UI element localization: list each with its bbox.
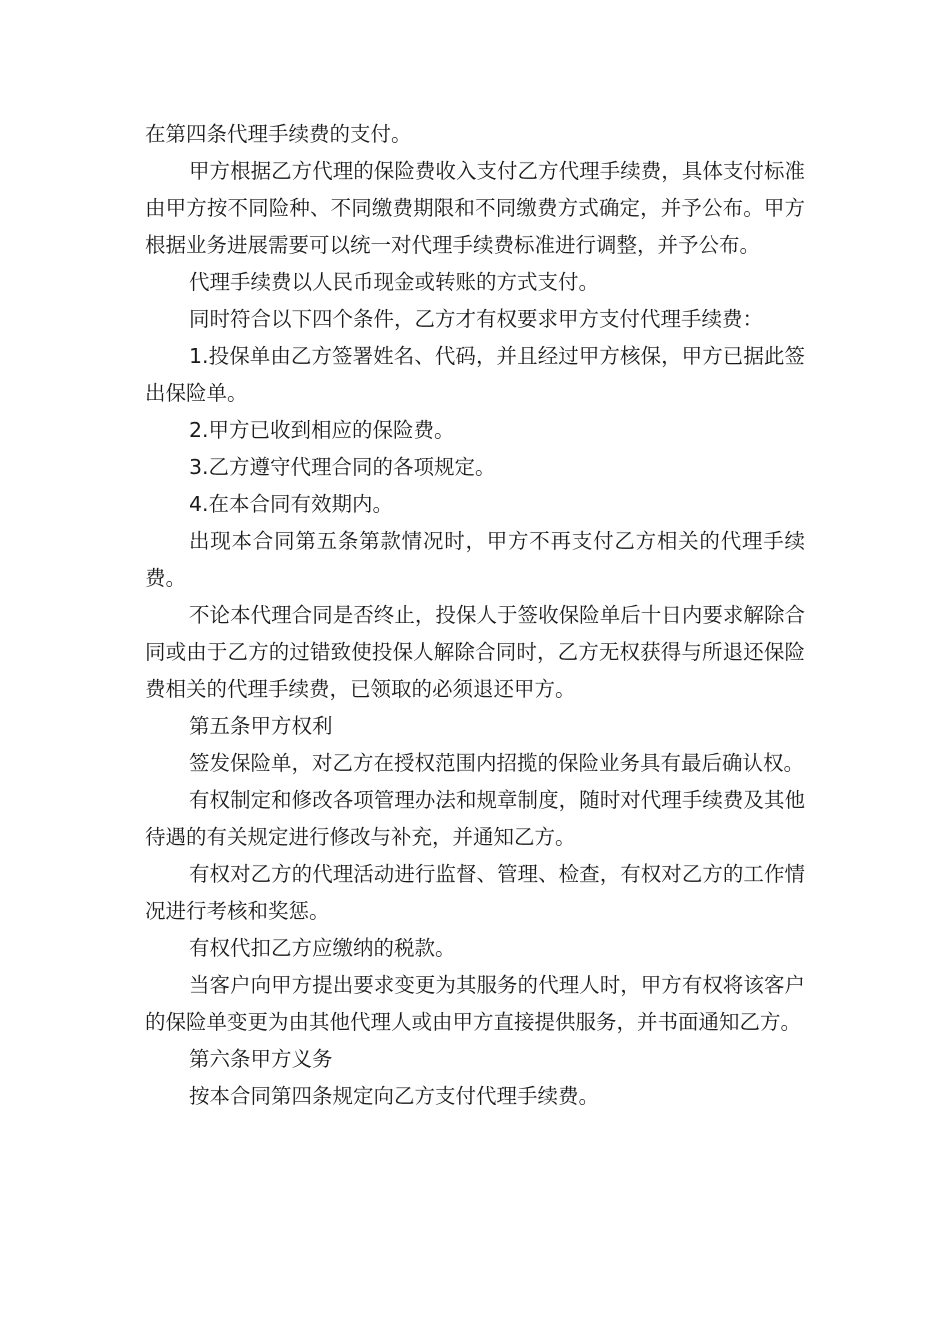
- paragraph-10: 不论本代理合同是否终止，投保人于签收保险单后十日内要求解除合同或由于乙方的过错致使投保人解除合同时，乙方无权获得与所退还保险费相关的代理手续费，已领取的必须退还甲方。: [145, 603, 805, 701]
- paragraph-3: 代理手续费以人民币现金或转账的方式支付。: [189, 270, 599, 294]
- paragraph-8: 4.在本合同有效期内。: [189, 492, 394, 516]
- paragraph-7: 3.乙方遵守代理合同的各项规定。: [189, 455, 496, 479]
- paragraph-9: 出现本合同第五条第款情况时，甲方不再支付乙方相关的代理手续费。: [145, 529, 805, 590]
- paragraph-18: 按本合同第四条规定向乙方支付代理手续费。: [189, 1084, 599, 1108]
- paragraph-15: 有权代扣乙方应缴纳的税款。: [189, 936, 456, 960]
- paragraph-2: 甲方根据乙方代理的保险费收入支付乙方代理手续费，具体支付标准由甲方按不同险种、不同缴费期限和不同缴费方式确定，并予公布。甲方根据业务进展需要可以统一对代理手续费标准进行调整，并予公布。: [145, 159, 805, 257]
- section-heading-article-6: 第六条甲方义务: [189, 1047, 333, 1071]
- paragraph-16: 当客户向甲方提出要求变更为其服务的代理人时，甲方有权将该客户的保险单变更为由其他代理人或由甲方直接提供服务，并书面通知乙方。: [145, 973, 805, 1034]
- paragraph-1: 在第四条代理手续费的支付。: [145, 122, 412, 146]
- paragraph-12: 签发保险单，对乙方在授权范围内招揽的保险业务具有最后确认权。: [189, 751, 804, 775]
- paragraph-6: 2.甲方已收到相应的保险费。: [189, 418, 455, 442]
- document-body: [145, 116, 805, 1115]
- paragraph-5: 1.投保单由乙方签署姓名、代码，并且经过甲方核保，甲方已据此签出保险单。: [145, 344, 805, 405]
- section-heading-article-5: 第五条甲方权利: [189, 714, 333, 738]
- paragraph-13: 有权制定和修改各项管理办法和规章制度，随时对代理手续费及其他待遇的有关规定进行修改与补充，并通知乙方。: [145, 788, 805, 849]
- paragraph-4: 同时符合以下四个条件，乙方才有权要求甲方支付代理手续费：: [189, 307, 763, 331]
- paragraph-14: 有权对乙方的代理活动进行监督、管理、检查，有权对乙方的工作情况进行考核和奖惩。: [145, 862, 805, 923]
